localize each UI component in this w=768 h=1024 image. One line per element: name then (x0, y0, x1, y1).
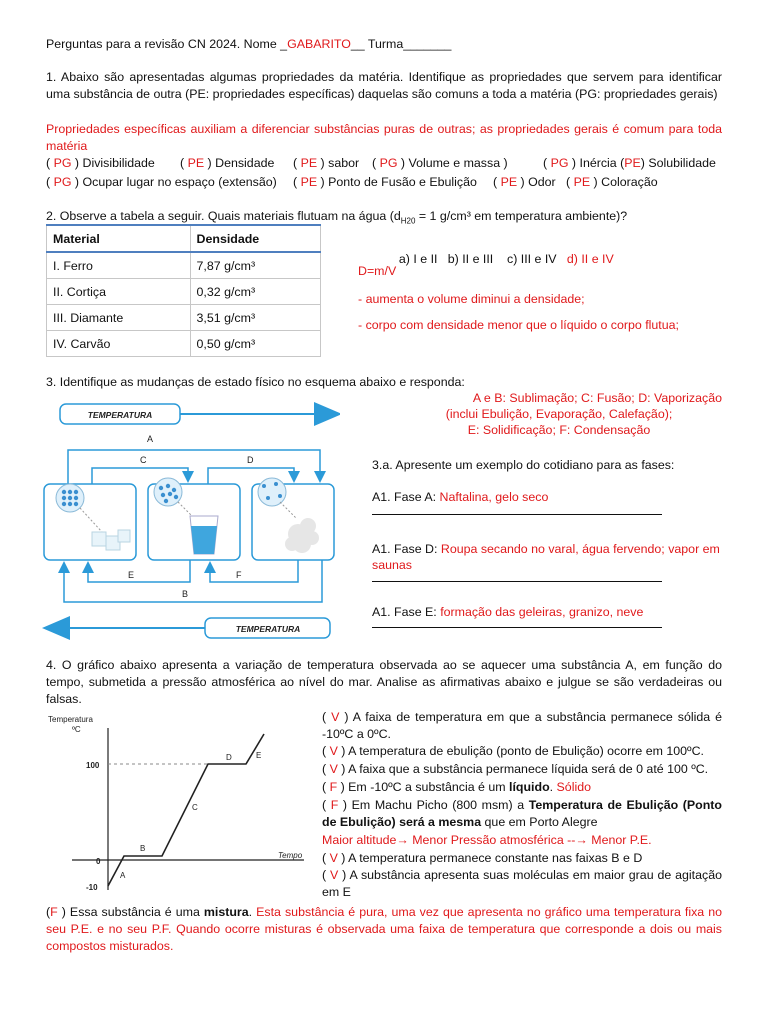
table-header-density: Densidade (190, 225, 320, 252)
tf-item-7: ( V ) A substância apresenta suas moléculas em maior grau de agitação em E (322, 868, 722, 899)
heating-curve (108, 734, 264, 886)
heating-curve-graph (46, 712, 306, 897)
graph-y0: 0 (96, 857, 101, 866)
q2-question: 2. Observe a tabela a seguir. Quais materiais flutuam na água ($d_{H20} = 1$ g/cm³ em temperatura ambiente)? (46, 209, 628, 226)
graph-y100: 100 (86, 761, 100, 770)
table-row: III. Diamante 3,51 g/cm³ (47, 305, 321, 331)
tf-item-6: ( V ) A temperatura permanece constante nas faixas B e D (322, 851, 643, 865)
temp-label-top: TEMPERATURA (87, 410, 153, 420)
tf-item-5-answer: Maior altitude→ Menor Pressão atmosférica --→ Menor P.E. (322, 833, 652, 847)
tf-item-2: ( V ) A temperatura de ebulição (ponto de Ebulição) ocorre em 100ºC. (322, 744, 704, 758)
header-prefix: Perguntas para a revisão CN 2024. Nome _ (46, 37, 288, 51)
graph-yunit: ºC (72, 725, 81, 734)
arrow-label-a: A (147, 434, 154, 444)
table-row: IV. Carvão 0,50 g/cm³ (47, 331, 321, 357)
arrow-label-d: D (247, 455, 254, 465)
table-header-row (47, 225, 321, 252)
table-row: II. Cortiça 0,32 g/cm³ (47, 279, 321, 305)
arrow-label-b: B (182, 589, 189, 599)
q2-note-1: - aumenta o volume diminui a densidade; (358, 292, 585, 306)
q4-question: 4. O gráfico abaixo apresenta a variação de temperatura observada ao se aquecer uma substância A, em função do tempo, submetida a pressão atmosférica ao nível do mar. Analise as afirmativas abaixo e julgue se são verdadeiras ou falsas. (46, 658, 722, 706)
table-row: I. Ferro 7,87 g/cm³ (47, 252, 321, 279)
phase-a-answer: A1. Fase A: Naftalina, gelo seco (372, 490, 722, 515)
student-name: GABARITO (287, 37, 351, 51)
tf-item-4: ( F ) Em -10ºC a substância é um líquido. Sólido (322, 780, 591, 794)
water-glass-icon (190, 516, 218, 554)
arrow-label-c: C (140, 455, 147, 465)
arrow-label-e: E (128, 570, 135, 580)
q3-sub-question: 3.a. Apresente um exemplo do cotidiano para as fases: (372, 458, 675, 472)
graph-ylabel: Temperatura (48, 715, 93, 724)
tf-item-3: ( V ) A faixa que a substância permanece líquida será de 0 até 100 ºC. (322, 762, 709, 776)
header-line (46, 36, 451, 53)
density-table (46, 224, 321, 357)
graph-yneg: -10 (86, 883, 98, 892)
tf-item-8: (F ) Essa substância é uma mistura. Esta substância é pura, uma vez que apresenta no gráfico uma temperatura fixa no seu P.E. e no seu P.F. Quando ocorre misturas é observada uma faixa de temperatura que corresponde a dois ou mais compostos misturados. (46, 905, 722, 953)
q2-note-2: - corpo com densidade menor que o líquido o corpo flutua; (358, 318, 679, 332)
segment-e: E (256, 751, 262, 760)
q3-answer: A e B: Sublimação; C: Fusão; D: Vaporização (inclui Ebulição, Evaporação, Calefação); E: Solidificação; F: Condensação (445, 391, 722, 437)
q1-answer: Propriedades específicas auxiliam a diferenciar substâncias puras de outras; as propriedades gerais é comum para toda matéria (46, 122, 722, 153)
table-header-material: Material (47, 225, 191, 252)
segment-c: C (192, 803, 198, 812)
graph-xlabel: Tempo (278, 851, 303, 860)
phase-e-answer: A1. Fase E: formação das geleiras, granizo, neve (372, 605, 722, 628)
header-suffix: __ Turma_______ (350, 37, 452, 51)
segment-b: B (140, 844, 146, 853)
q2-note-formula: D=m/V (358, 264, 397, 278)
phase-change-diagram (40, 398, 340, 644)
segment-d: D (226, 753, 232, 762)
temp-label-bottom: TEMPERATURA (235, 624, 301, 634)
q2-options: a) I e II b) II e III c) III e IV d) II e IV (398, 252, 614, 266)
q3-question: 3. Identifique as mudanças de estado físico no esquema abaixo e responda: (46, 375, 465, 389)
phase-d-answer: A1. Fase D: Roupa secando no varal, água fervendo; vapor em saunas (372, 541, 722, 582)
arrow-label-f: F (236, 570, 242, 580)
tf-item-5: ( F ) Em Machu Picho (800 msm) a Temperatura de Ebulição (Ponto de Ebulição) será a mesma que em Porto Alegre (322, 798, 722, 829)
tf-item-1: ( V ) A faixa de temperatura em que a substância permanece sólida é -10ºC a 0ºC. (322, 710, 722, 741)
segment-a: A (120, 871, 126, 880)
q1-question: 1. Abaixo são apresentadas algumas propriedades da matéria. Identifique as propriedades que servem para identificar uma substância de outra (PE: propriedades específicas) daquelas são comuns a toda a matéria (PG: propriedades gerais) (46, 70, 722, 101)
